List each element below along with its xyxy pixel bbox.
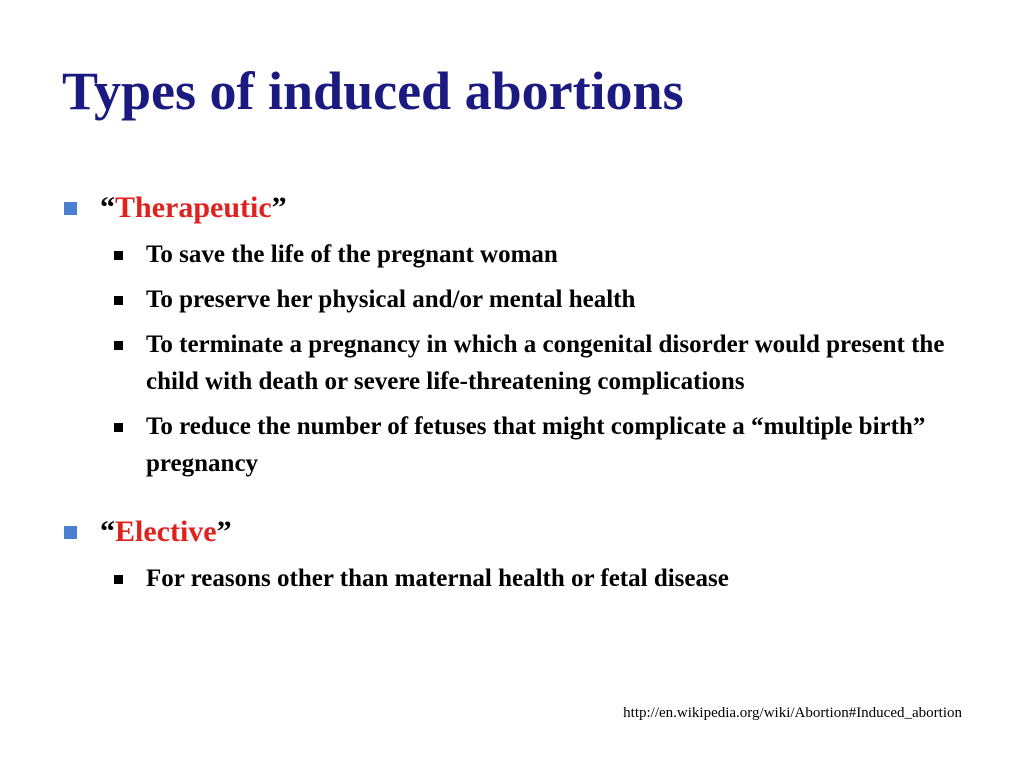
list-item [146, 281, 962, 318]
close-quote: ” [216, 515, 232, 548]
slide-content [62, 188, 962, 605]
section-elective [62, 512, 962, 597]
sub-bullet-list [62, 236, 962, 482]
list-item-text: To terminate a pregnancy in which a congenital disorder would present the child with death or severe life-threatening complications [146, 331, 945, 395]
square-bullet-icon [114, 575, 123, 584]
square-bullet-icon [114, 251, 123, 260]
level1-item-therapeutic [62, 188, 962, 228]
section-therapeutic [62, 188, 962, 482]
close-quote: ” [271, 191, 287, 224]
slide-title: Types of induced abortions [62, 61, 684, 121]
list-item [146, 236, 962, 273]
sub-bullet-list [62, 560, 962, 597]
list-item-text: To reduce the number of fetuses that might complicate a “multiple birth” pregnancy [146, 413, 926, 477]
list-item [146, 560, 962, 597]
list-item [146, 326, 962, 400]
list-item [146, 408, 962, 482]
list-item-text: For reasons other than maternal health or fetal disease [146, 565, 729, 592]
square-bullet-icon [114, 341, 123, 350]
term-label: Elective [115, 515, 217, 548]
list-item-text: To preserve her physical and/or mental health [146, 286, 636, 313]
open-quote: “ [100, 191, 115, 224]
list-item-text: To save the life of the pregnant woman [146, 241, 558, 268]
square-bullet-icon [64, 526, 77, 539]
term-label: Therapeutic [115, 191, 272, 224]
square-bullet-icon [114, 423, 123, 432]
open-quote: “ [100, 515, 115, 548]
square-bullet-icon [114, 296, 123, 305]
square-bullet-icon [64, 202, 77, 215]
source-citation: http://en.wikipedia.org/wiki/Abortion#Induced_abortion [623, 705, 962, 721]
level1-item-elective [62, 512, 962, 552]
